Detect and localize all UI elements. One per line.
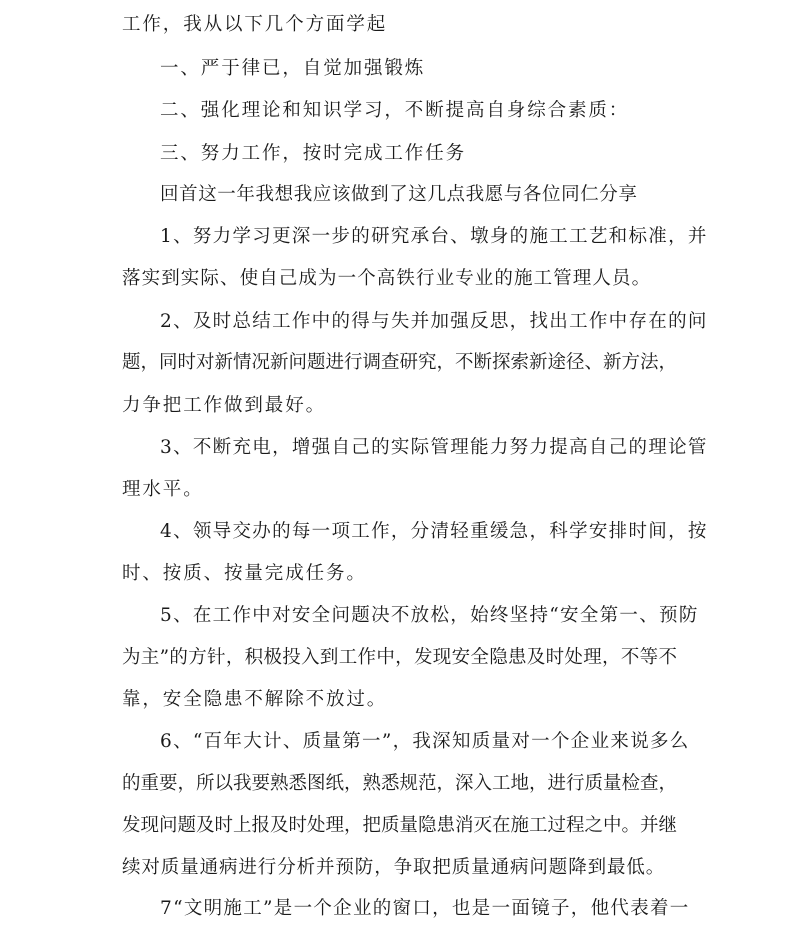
paragraph-line: 为主”的方针，积极投入到工作中，发现安全隐患及时处理，不等不 (122, 647, 677, 668)
text-line: 工作，我从以下几个方面学起 (122, 14, 388, 35)
paragraph-line: 发现问题及时上报及时处理，把质量隐患消灭在施工过程之中。并继 (122, 815, 678, 836)
paragraph-line: 理水平。 (122, 479, 204, 500)
paragraph-line: 7“文明施工”是一个企业的窗口，也是一面镜子，他代表着一 (160, 898, 690, 919)
paragraph-line: 的重要，所以我要熟悉图纸，熟悉规范，深入工地，进行质量检查， (122, 773, 678, 794)
list-item-heading: 三、努力工作，按时完成工作任务 (160, 143, 467, 164)
paragraph-line: 时、按质、按量完成任务。 (122, 563, 367, 584)
paragraph-line: 落实到实际、使自己成为一个高铁行业专业的施工管理人员。 (122, 268, 652, 289)
paragraph-line: 题，同时对新情况新问题进行调查研究，不断探索新途径、新方法， (122, 352, 678, 373)
list-item-heading: 一、严于律已，自觉加强锻炼 (160, 58, 426, 79)
paragraph-line: 3、不断充电，增强自己的实际管理能力努力提高自己的理论管 (160, 437, 708, 458)
paragraph-line: 2、及时总结工作中的得与失并加强反思，找出工作中存在的问 (160, 311, 708, 332)
paragraph-line: 5、在工作中对安全问题决不放松，始终坚持“安全第一、预防 (160, 605, 699, 626)
paragraph-line: 靠，安全隐患不解除不放过。 (122, 689, 388, 710)
list-item-heading: 二、强化理论和知识学习，不断提高自身综合素质： (160, 100, 630, 121)
paragraph-line: 4、领导交办的每一项工作，分清轻重缓急，科学安排时间，按 (160, 521, 708, 542)
paragraph-line: 6、“百年大计、质量第一”，我深知质量对一个企业来说多么 (160, 731, 690, 752)
paragraph-line: 1、努力学习更深一步的研究承台、墩身的施工工艺和标准，并 (160, 226, 708, 247)
text-line: 回首这一年我想我应该做到了这几点我愿与各位同仁分享 (160, 184, 638, 205)
paragraph-line: 力争把工作做到最好。 (122, 395, 327, 416)
paragraph-line: 续对质量通病进行分析并预防，争取把质量通病问题降到最低。 (122, 857, 666, 878)
